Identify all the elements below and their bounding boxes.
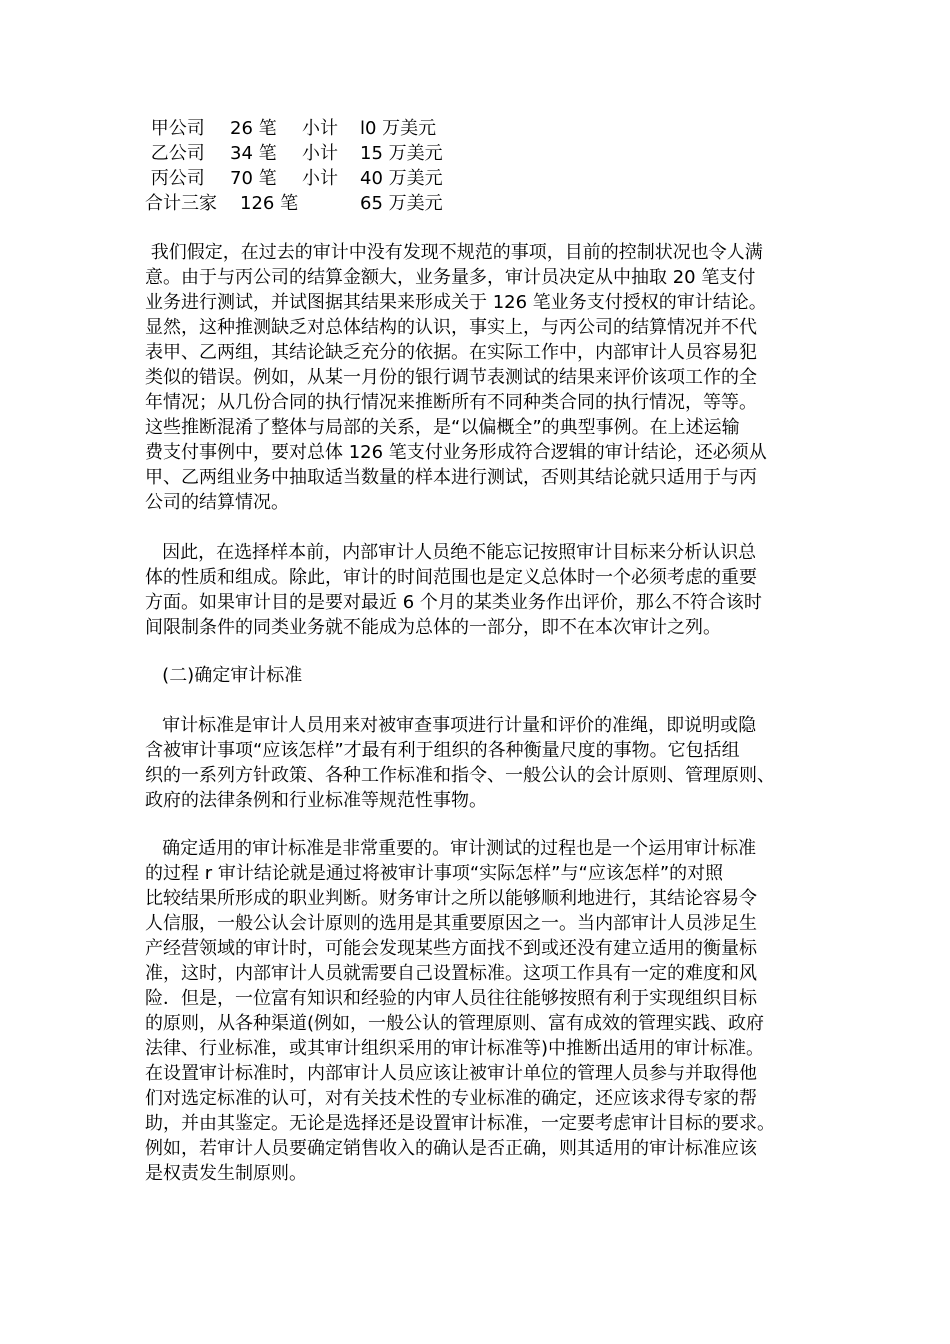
text-line: 险．但是，一位富有知识和经验的内审人员往往能够按照有利于实现组织目标 [145,988,757,1009]
text-line: 显然，这种推测缺乏对总体结构的认识，事实上，与丙公司的结算情况并不代 [145,317,757,338]
company-cell: 乙公司 [145,143,205,164]
text-line: 助，并由其鉴定。无论是选择还是设置审计标准，一定要考虑审计目标的要求。 [145,1113,775,1134]
text-line: 表甲、乙两组，其结论缺乏充分的依据。在实际工作中，内部审计人员容易犯 [145,342,757,363]
table-row [145,141,443,166]
paragraph-audit-standard-importance [145,836,815,1186]
subtotal-cell: 小计 [302,143,338,164]
count-cell: 70 笔 [230,168,277,189]
text-line: 甲、乙两组业务中抽取适当数量的样本进行测试，否则其结论就只适用于与丙 [145,467,757,488]
text-line: 是权责发生制原则。 [145,1163,307,1184]
amount-cell: 40 万美元 [360,168,443,189]
paragraph-population-definition [145,540,815,640]
text-line: 法律、行业标准，或其审计组织采用的审计标准等)中推断出适用的审计标准。 [145,1038,765,1059]
amount-cell: l0 万美元 [360,118,437,139]
text-line: 准，这时，内部审计人员就需要自己设置标准。这项工作具有一定的难度和风 [145,963,757,984]
heading-text: (二)确定审计标准 [145,665,303,686]
text-line: 审计标准是审计人员用来对被审查事项进行计量和评价的准绳，即说明或隐 [145,715,757,736]
text-line: 意。由于与丙公司的结算金额大，业务量多，审计员决定从中抽取 20 笔支付 [145,267,756,288]
paragraph-sampling-example [145,240,815,515]
text-line: 业务进行测试，并试图据其结果来形成关于 126 笔业务支付授权的审计结论。 [145,292,767,313]
text-line: 的原则，从各种渠道(例如，一般公认的管理原则、富有成效的管理实践、政府 [145,1013,765,1034]
text-line: 比较结果所形成的职业判断。财务审计之所以能够顺利地进行，其结论容易令 [145,888,757,909]
text-line: 产经营领域的审计时，可能会发现某些方面找不到或还没有建立适用的衡量标 [145,938,757,959]
text-line: 体的性质和组成。除此，审计的时间范围也是定义总体时一个必须考虑的重要 [145,567,757,588]
text-line: 在设置审计标准时，内部审计人员应该让被审计单位的管理人员参与并取得他 [145,1063,757,1084]
table-row [145,116,437,141]
table-row [145,166,443,191]
section-heading [145,663,815,688]
text-line: 公司的结算情况。 [145,492,289,513]
count-cell: 26 笔 [230,118,277,139]
text-line: 因此，在选择样本前，内部审计人员绝不能忘记按照审计目标来分析认识总 [145,542,757,563]
text-line: 含被审计事项“应该怎样”才最有利于组织的各种衡量尺度的事物。它包括组 [145,740,740,761]
company-cell: 丙公司 [145,168,205,189]
amount-cell: 65 万美元 [360,193,443,214]
text-line: 我们假定，在过去的审计中没有发现不规范的事项，目前的控制状况也令人满 [145,242,763,263]
text-line: 这些推断混淆了整体与局部的关系，是“以偏概全”的典型事例。在上述运输 [145,417,740,438]
paragraph-audit-standard-definition [145,713,815,813]
company-cell: 合计三家 [145,193,217,214]
subtotal-cell: 小计 [302,118,338,139]
text-line: 间限制条件的同类业务就不能成为总体的一部分，即不在本次审计之列。 [145,617,721,638]
company-cell: 甲公司 [145,118,205,139]
text-line: 人信服，一般公认会计原则的选用是其重要原因之一。当内部审计人员涉足生 [145,913,757,934]
text-line: 们对选定标准的认可，对有关技术性的专业标准的确定，还应该求得专家的帮 [145,1088,757,1109]
text-line: 确定适用的审计标准是非常重要的。审计测试的过程也是一个运用审计标准 [145,838,757,859]
text-line: 年情况；从几份合同的执行情况来推断所有不同种类合同的执行情况，等等。 [145,392,757,413]
text-line: 政府的法律条例和行业标准等规范性事物。 [145,790,487,811]
count-cell: 126 笔 [240,193,299,214]
text-line: 织的一系列方针政策、各种工作标准和指令、一般公认的会计原则、管理原则、 [145,765,775,786]
text-line: 类似的错误。例如，从某一月份的银行调节表测试的结果来评价该项工作的全 [145,367,757,388]
count-cell: 34 笔 [230,143,277,164]
text-line: 例如，若审计人员要确定销售收入的确认是否正确，则其适用的审计标准应该 [145,1138,757,1159]
text-line: 的过程 r 审计结论就是通过将被审计事项“实际怎样”与“应该怎样”的对照 [145,863,724,884]
table-row [145,191,443,216]
text-line: 方面。如果审计目的是要对最近 6 个月的某类业务作出评价，那么不符合该时 [145,592,762,613]
text-line: 费支付事例中，要对总体 126 笔支付业务形成符合逻辑的审计结论，还必须从 [145,442,767,463]
amount-cell: 15 万美元 [360,143,443,164]
subtotal-cell: 小计 [302,168,338,189]
